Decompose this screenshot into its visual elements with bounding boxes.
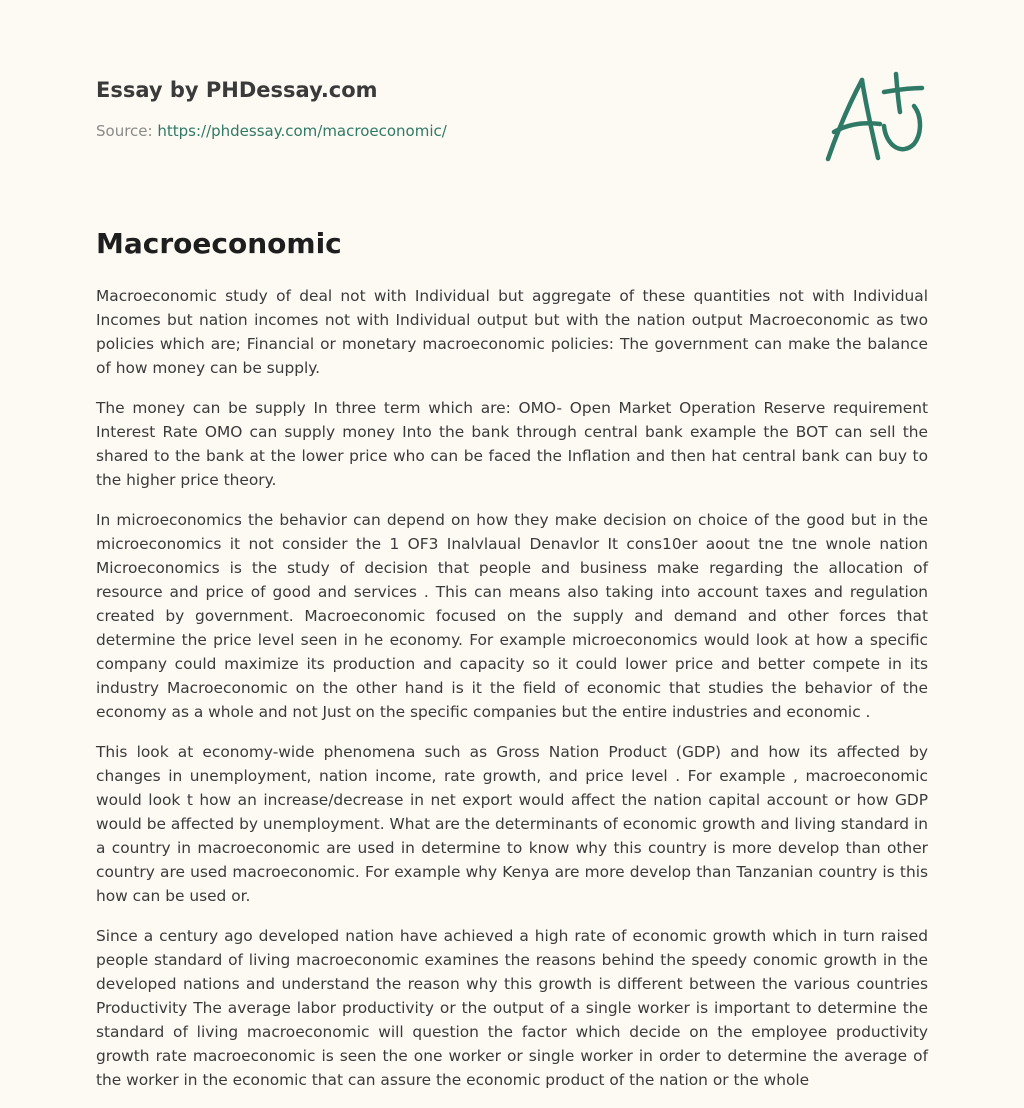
source-link[interactable]: https://phdessay.com/macroeconomic/ xyxy=(157,122,447,140)
page-header xyxy=(96,74,796,142)
source-line xyxy=(96,120,796,142)
source-label: Source: xyxy=(96,122,153,140)
a-plus-logo-icon xyxy=(818,66,928,166)
essay-paragraph: In microeconomics the behavior can depend on how they make decision on choice of the good but in the microeconomics it not consider the 1 OF3 Inalvlaual Denavlor It cons10er aoout tne tne wnole nation Microeconomics is the study of decision that people and business make regarding the allocation of resource and price of good and services . This can means also taking into account taxes and regulation created by government. Macroeconomic focused on the supply and demand and other forces that determine the price level seen in he economy. For example microeconomics would look at how a specific company could maximize its production and capacity so it could lower price and better compete in its industry Macroeconomic on the other hand is it the field of economic that studies the behavior of the economy as a whole and not Just on the specific companies but the entire industries and economic . xyxy=(96,511,928,721)
essay-paragraph: Since a century ago developed nation have achieved a high rate of economic growth which in turn raised people standard of living macroeconomic examines the reasons behind the speedy conomic growth in the developed nations and understand the reason why this growth is different between the various countries Productivity The average labor productivity or the output of a single worker is important to determine the standard of living macroeconomic will question the factor which decide on the employee productivity growth rate macroeconomic is seen the one worker or single worker in order to determine the average of the worker in the economic that can assure the economic product of the nation or the whole xyxy=(96,927,928,1089)
site-title: Essay by PHDessay.com xyxy=(96,78,378,102)
essay-paragraph: Macroeconomic study of deal not with Individual but aggregate of these quantities not with Individual Incomes but nation incomes not with Individual output but with the nation output Macroeconomic as two policies which are; Financial or monetary macroeconomic policies: The government can make the balance of how money can be supply. xyxy=(96,287,928,377)
essay-title: Macroeconomic xyxy=(96,227,342,260)
essay-body xyxy=(96,284,928,1108)
essay-paragraph: The money can be supply In three term which are: OMO- Open Market Operation Reserve requirement Interest Rate OMO can supply money Into the bank through central bank example the BOT can sell the shared to the bank at the lower price who can be faced the Inflation and then hat central bank can buy to the higher price theory. xyxy=(96,399,928,489)
essay-paragraph: This look at economy-wide phenomena such as Gross Nation Product (GDP) and how its affected by changes in unemployment, nation income, rate growth, and price level . For example , macroeconomic would look t how an increase/decrease in net export would affect the nation capital account or how GDP would be affected by unemployment. What are the determinants of economic growth and living standard in a country in macroeconomic are used in determine to know why this country is more develop than other country are used macroeconomic. For example why Kenya are more develop than Tanzanian country is this how can be used or. xyxy=(96,743,928,905)
